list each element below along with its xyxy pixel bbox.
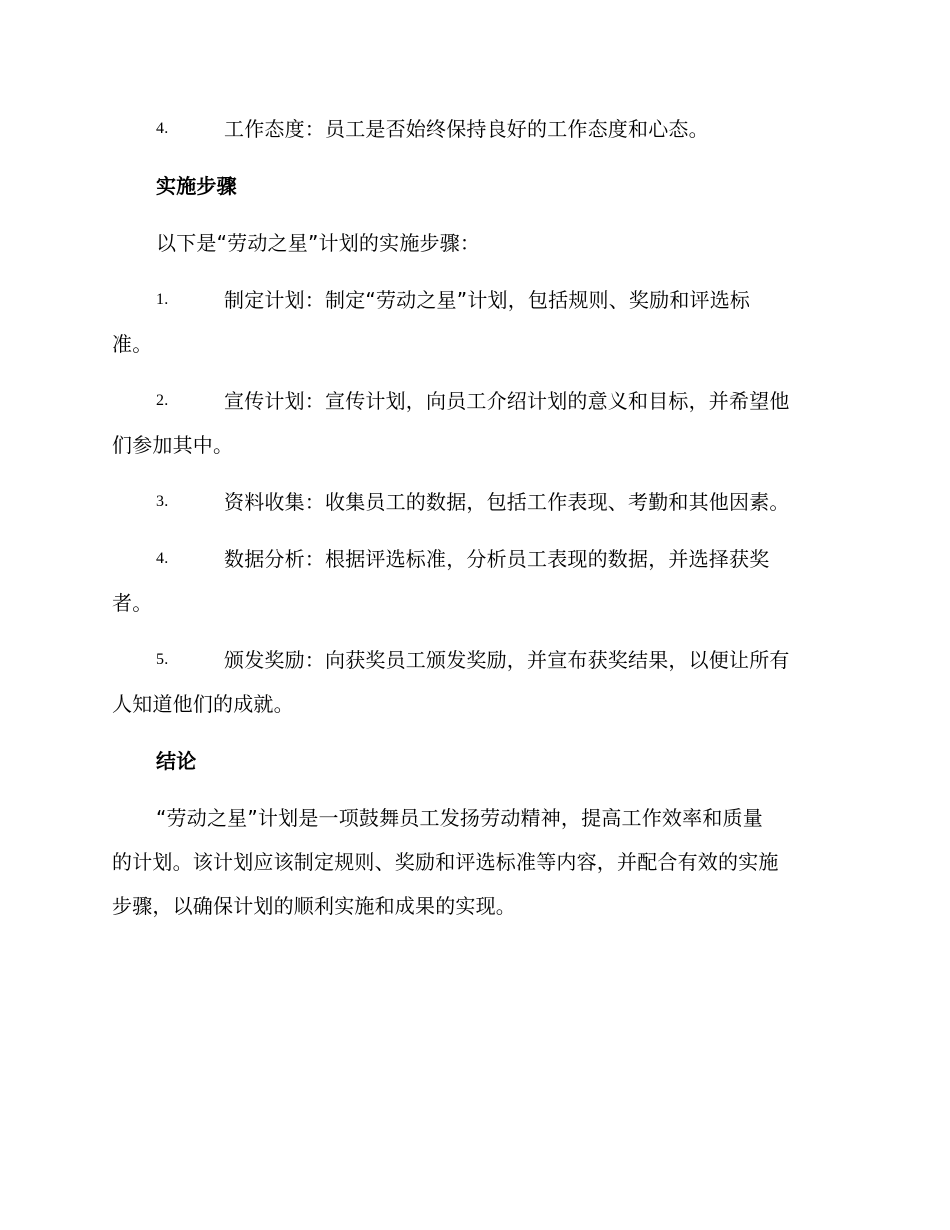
list-text-line: 们参加其中。 [112,433,234,457]
list-text-line: 颁发奖励：向获奖员工颁发奖励，并宣布获奖结果，以便让所有 [224,648,790,672]
list-text-line: 人知道他们的成就。 [112,692,294,716]
list-number: 4. [156,550,169,567]
intro-paragraph [112,221,834,265]
paragraph-line: 的计划。该计划应该制定规则、奖励和评选标准等内容，并配合有效的实施 [112,850,779,874]
list-item-step-2 [112,379,834,467]
list-text-line: 数据分析：根据评选标准，分析员工表现的数据，并选择获奖 [224,547,770,571]
list-item-criteria-4 [112,107,834,151]
list-number: 5. [156,651,169,668]
list-item-step-1 [112,278,834,366]
list-number: 3. [156,493,169,510]
list-text-line: 准。 [112,332,153,356]
list-text-line: 资料收集：收集员工的数据，包括工作表现、考勤和其他因素。 [224,490,790,514]
list-number: 1. [156,291,169,308]
list-text-line: 工作态度：员工是否始终保持良好的工作态度和心态。 [224,117,709,141]
list-text-line: 宣传计划：宣传计划，向员工介绍计划的意义和目标，并希望他 [224,389,790,413]
paragraph-line: 步骤，以确保计划的顺利实施和成果的实现。 [112,894,516,918]
list-text-line: 者。 [112,591,153,615]
list-number: 4. [156,120,169,137]
list-text-line: 制定计划：制定“劳动之星”计划，包括规则、奖励和评选标 [224,288,751,312]
list-number: 2. [156,392,169,409]
paragraph-line: 以下是“劳动之星”计划的实施步骤： [156,231,481,255]
list-item-step-3 [112,480,834,524]
conclusion-paragraph [112,796,834,928]
list-item-step-4 [112,537,834,625]
paragraph-line: “劳动之星”计划是一项鼓舞员工发扬劳动精神，提高工作效率和质量 [156,806,763,830]
section-heading-conclusion: 结论 [156,749,197,773]
section-heading-steps: 实施步骤 [156,174,237,198]
list-item-step-5 [112,638,834,726]
document-content [112,107,834,941]
